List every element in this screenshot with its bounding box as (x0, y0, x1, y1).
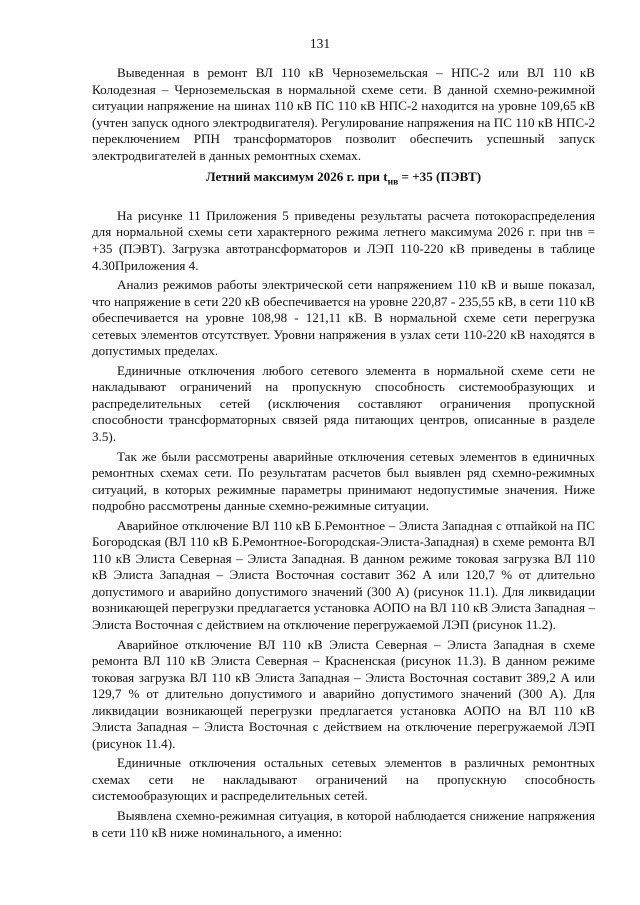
page-body (92, 65, 595, 841)
heading-prefix: Летний максимум 2026 г. при t (205, 169, 388, 185)
paragraph-other-outages: Единичные отключения остальных сетевых элементов в различных ремонтных схемах сети не накладывают ограничений на пропускную способность системообразующих и распределительных сетей. (92, 755, 595, 804)
section-heading (92, 168, 595, 192)
paragraph-voltage-drop: Выявлена схемно-режимная ситуация, в которой наблюдается снижение напряжения в сети 110 кВ ниже номинального, а именно: (92, 808, 595, 840)
paragraph-voltage-analysis: Анализ режимов работы электрической сети напряжением 110 кВ и выше показал, что напряжение в сети 220 кВ обеспечивается на уровне 220,87 - 235,55 кВ, в сети 110 кВ обеспечивается на уровне 108,98 - 121,11 кВ. В нормальной схеме сети перегрузка сетевых элементов отсутствует. Уровни напряжения в узлах сети 110-220 кВ находятся в допустимых пределах. (92, 277, 595, 359)
paragraph-case-1: Аварийное отключение ВЛ 110 кВ Б.Ремонтное – Элиста Западная с отпайкой на ПС Богородская (ВЛ 110 кВ Б.Ремонтное-Богородская-Элиста-Западная) в схеме ремонта ВЛ 110 кВ Элиста Северная – Элиста Западная. В данном режиме токовая загрузка ВЛ 110 кВ Элиста Западная – Элиста Восточная составит 362 А или 120,7 % от длительно допустимого и аварийно допустимого значений (300 А) (рисунок 11.1). Для ликвидации возникающей перегрузки предлагается установка АОПО на ВЛ 110 кВ Элиста Западная – Элиста Восточная с действием на отключение перегружаемой ЛЭП (рисунок 11.2). (92, 517, 595, 633)
heading-suffix: = +35 (ПЭВТ) (398, 169, 482, 185)
paragraph-emergency-outages: Так же были рассмотрены аварийные отключения сетевых элементов в единичных ремонтных схемах сети. По результатам расчетов был выявлен ряд схемно-режимных ситуаций, в которых режимные параметры принимают недопустимые значения. Ниже подробно рассмотрены данные схемно-режимные ситуации. (92, 448, 595, 514)
paragraph-repair-scheme: Выведенная в ремонт ВЛ 110 кВ Черноземельская – НПС-2 или ВЛ 110 кВ Колодезная – Черноземельская в нормальной схеме сети. В данной схемно-режимной ситуации напряжение на шинах 110 кВ ПС 110 кВ НПС-2 находится на уровне 109,65 кВ (учтен запуск одного электродвигателя). Регулирование напряжения на ПС 110 кВ НПС-2 переключением РПН трансформаторов позволит обеспечить успешный запуск электродвигателей в данных ремонтных схемах. (92, 65, 595, 163)
paragraph-single-outages: Единичные отключения любого сетевого элемента в нормальной схеме сети не накладывают ограничений на пропускную способность системообразующих и распределительных сетей (исключения составляют ограничения пропускной способности трансформаторных связей ряда питающих центров, описанные в разделе 3.5). (92, 362, 595, 444)
heading-subscript: нв (387, 177, 399, 188)
paragraph-figure-reference: На рисунке 11 Приложения 5 приведены результаты расчета потокораспределения для нормальной схемы сети характерного режима летнего максимума 2026 г. при tнв = +35 (ПЭВТ). Загрузка автотрансформаторов и ЛЭП 110-220 кВ приведены в таблице 4.30Приложения 4. (92, 207, 595, 273)
paragraph-case-2: Аварийное отключение ВЛ 110 кВ Элиста Северная – Элиста Западная в схеме ремонта ВЛ 110 кВ Элиста Северная – Красненская (рисунок 11.3). В данном режиме токовая загрузка ВЛ 110 кВ Элиста Западная – Элиста Восточная составит 389,2 А или 129,7 % от длительно допустимого и аварийно допустимого значений (300 А). Для ликвидации возникающей перегрузки предлагается установка АОПО на ВЛ 110 кВ Элиста Западная – Элиста Восточная с действием на отключение перегружаемой ЛЭП (рисунок 11.4). (92, 636, 595, 751)
page-number: 131 (309, 36, 331, 51)
